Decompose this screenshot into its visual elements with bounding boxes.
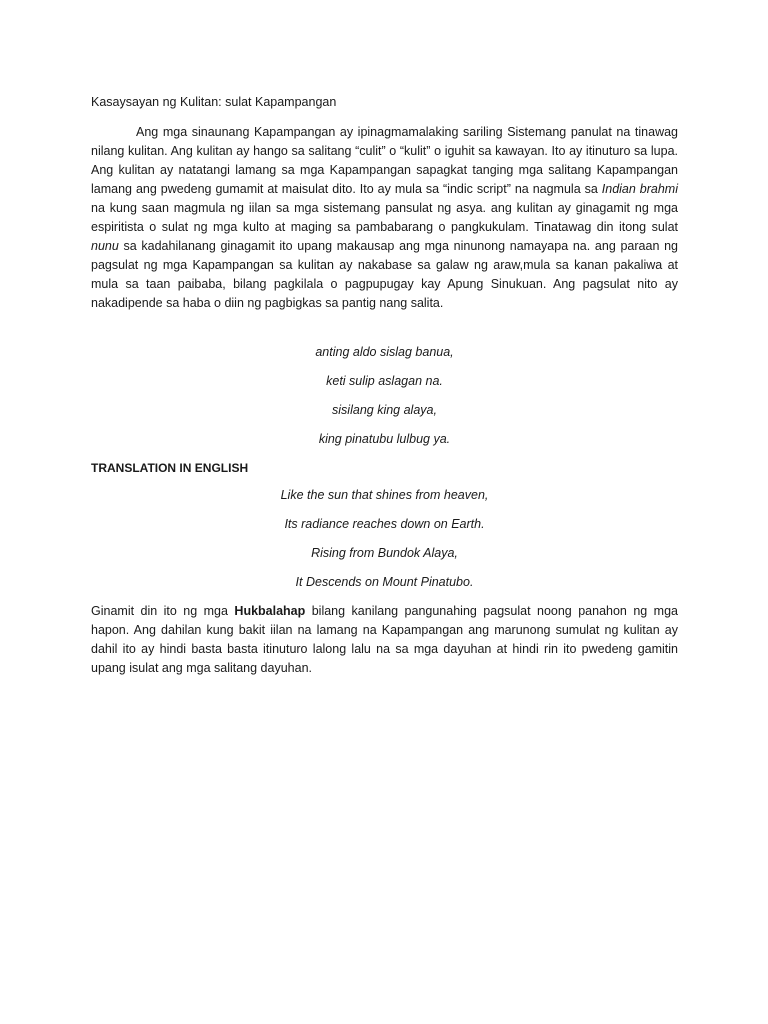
poem-line: sisilang king alaya,	[332, 403, 437, 417]
poem-line: It Descends on Mount Pinatubo.	[295, 575, 474, 589]
history-paragraph-text-2: na kung saan magmula ng iilan sa mga sistemang pansulat ng asya. ang kulitan ay ginagamit ng mga espiritista o sulat ng mga kulto at maging sa pambabarang o pangkukulam. Tinatawag din itong sulat	[91, 201, 678, 234]
nunu-term: nunu	[91, 239, 119, 253]
poem-line: king pinatubu lulbug ya.	[318, 432, 451, 446]
document-title: Kasaysayan ng Kulitan: sulat Kapampangan	[91, 95, 337, 109]
hukbalahap-paragraph-text-1: Ginamit din ito ng mga	[91, 604, 235, 618]
poem-line: Its radiance reaches down on Earth.	[284, 517, 485, 531]
english-poem	[91, 486, 678, 592]
poem-line: Rising from Bundok Alaya,	[311, 546, 458, 560]
indian-brahmi-term: Indian brahmi	[601, 182, 678, 196]
history-paragraph	[91, 123, 678, 313]
translation-heading: TRANSLATION IN ENGLISH	[91, 461, 249, 475]
poem-line: anting aldo sislag banua,	[315, 345, 454, 359]
poem-line: Like the sun that shines from heaven,	[280, 488, 489, 502]
hukbalahap-paragraph	[91, 602, 678, 678]
poem-line: keti sulip aslagan na.	[326, 374, 443, 388]
document-body	[91, 93, 678, 678]
original-poem	[91, 343, 678, 449]
hukbalahap-paragraph-text-2: bilang kanilang pangunahing pagsulat noong panahon ng mga hapon. Ang dahilan kung bakit iilan na lamang na Kapampangan ang marunong sumulat ng kulitan ay dahil ito ay hindi basta basta itinuturo lalong lalu na sa mga dayuhan at hindi rin ito pwedeng gamitin upang isulat ang mga salitang dayuhan.	[91, 604, 678, 675]
hukbalahap-term: Hukbalahap	[234, 604, 306, 618]
history-paragraph-text-1: Ang mga sinaunang Kapampangan ay ipinagmamalaking sariling Sistemang panulat na tinawag nilang kulitan. Ang kulitan ay hango sa salitang “culit” o “kulit” o iguhit sa kawayan. Ito ay itinuturo sa lupa. Ang kulitan ay natatangi lamang sa mga Kapampangan sapagkat tanging mga salitang Kapampangan lamang ang pwedeng gumamit at maisulat dito. Ito ay mula sa “indic script” na nagmula sa	[91, 125, 678, 196]
history-paragraph-text-3: sa kadahilanang ginagamit ito upang makausap ang mga ninunong namayapa na. ang paraan ng pagsulat ng mga Kapampangan sa kulitan ay nakabase sa galaw ng araw,mula sa kanan pakaliwa at mula sa taan paibaba, bilang pagkilala o pagpupugay kay Apung Sinukuan. Ang pagsulat nito ay nakadipende sa haba o diin ng pagbigkas sa pantig nang salita.	[91, 239, 678, 310]
